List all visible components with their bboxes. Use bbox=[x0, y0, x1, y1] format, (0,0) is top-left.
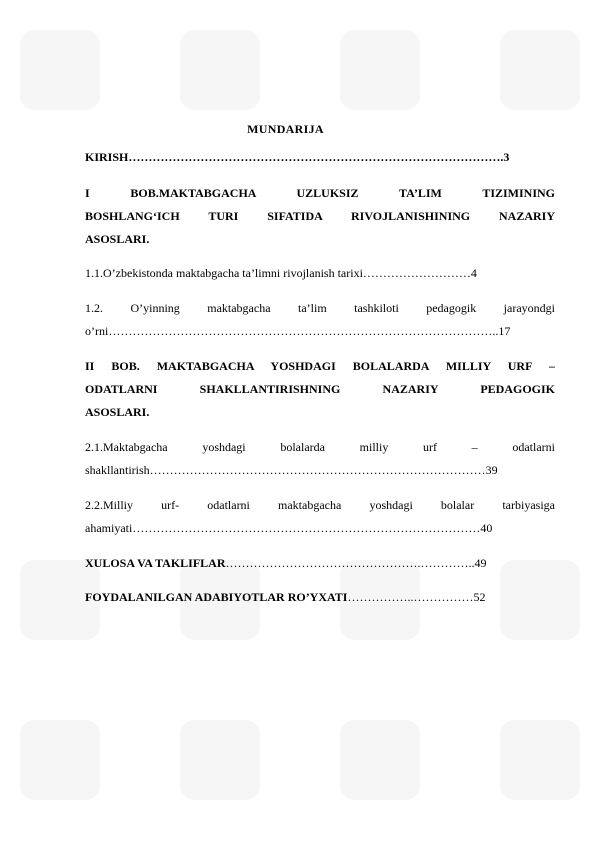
toc-entry-xulosa-dots: ………………………………………….…………..49 bbox=[225, 556, 487, 570]
watermark-tile bbox=[340, 30, 420, 110]
watermark-tile bbox=[20, 720, 100, 800]
toc-entry-1-2-line2: o’rni……………………………………………………………………………………..17 bbox=[85, 324, 511, 338]
toc-chapter2-line2: ODATLARNI SHAKLLANTIRISHNING NAZARIY PEDAGOGIK bbox=[85, 382, 555, 396]
toc-entry-1-2-line1: 1.2. O’yinning maktabgacha ta’lim tashkiloti pedagogik jarayondgi bbox=[85, 301, 555, 315]
toc-chapter2-line1: II BOB. MAKTABGACHA YOSHDAGI BOLALARDA MILLIY URF – bbox=[85, 359, 555, 373]
toc-entry-2-2-line2: ahamiyati……………………………………………………………………………40 bbox=[85, 521, 493, 535]
toc-chapter1-line3: ASOSLARI. bbox=[85, 232, 150, 246]
toc-entry-1-1: 1.1.O’zbekistonda maktabgacha ta’limni rivojlanish tarixi………………………4 bbox=[85, 266, 477, 280]
watermark-tile bbox=[180, 720, 260, 800]
watermark-tile bbox=[500, 720, 580, 800]
watermark-tile bbox=[500, 30, 580, 110]
toc-entry-2-1-line2: shakllantirish…………………………………………………………………………39 bbox=[85, 463, 498, 477]
toc-entry-adabiyotlar-label: FOYDALANILGAN ADABIYOTLAR RO’YXATI bbox=[85, 590, 348, 604]
toc-entry-xulosa-label: XULOSA VA TAKLIFLAR bbox=[85, 556, 226, 570]
watermark-tile bbox=[20, 30, 100, 110]
toc-chapter1-line1: I BOB.MAKTABGACHA UZLUKSIZ TA’LIM TIZIMINING bbox=[85, 186, 555, 200]
page-title-text: MUNDARIJA bbox=[247, 122, 324, 136]
watermark-tile bbox=[340, 720, 420, 800]
toc-chapter1-line2: BOSHLANG‘ICH TURI SIFATIDA RIVOJLANISHINING NAZARIY bbox=[85, 209, 555, 223]
watermark-tile bbox=[180, 30, 260, 110]
toc-entry-2-1-line1: 2.1.Maktabgacha yoshdagi bolalarda milliy urf – odatlarni bbox=[85, 440, 555, 454]
toc-entry-xulosa bbox=[85, 556, 555, 571]
toc-entry-adabiyotlar bbox=[85, 590, 555, 605]
toc-entry-2-2-line1: 2.2.Milliy urf- odatlarni maktabgacha yoshdagi bolalar tarbiyasiga bbox=[85, 498, 555, 512]
toc-entry-kirish: KIRISH………………………………………………………………………………….3 bbox=[85, 150, 510, 164]
page-title bbox=[0, 122, 595, 137]
toc-chapter2-line3: ASOSLARI. bbox=[85, 405, 150, 419]
toc-entry-adabiyotlar-dots: ……………..……………52 bbox=[347, 590, 486, 604]
